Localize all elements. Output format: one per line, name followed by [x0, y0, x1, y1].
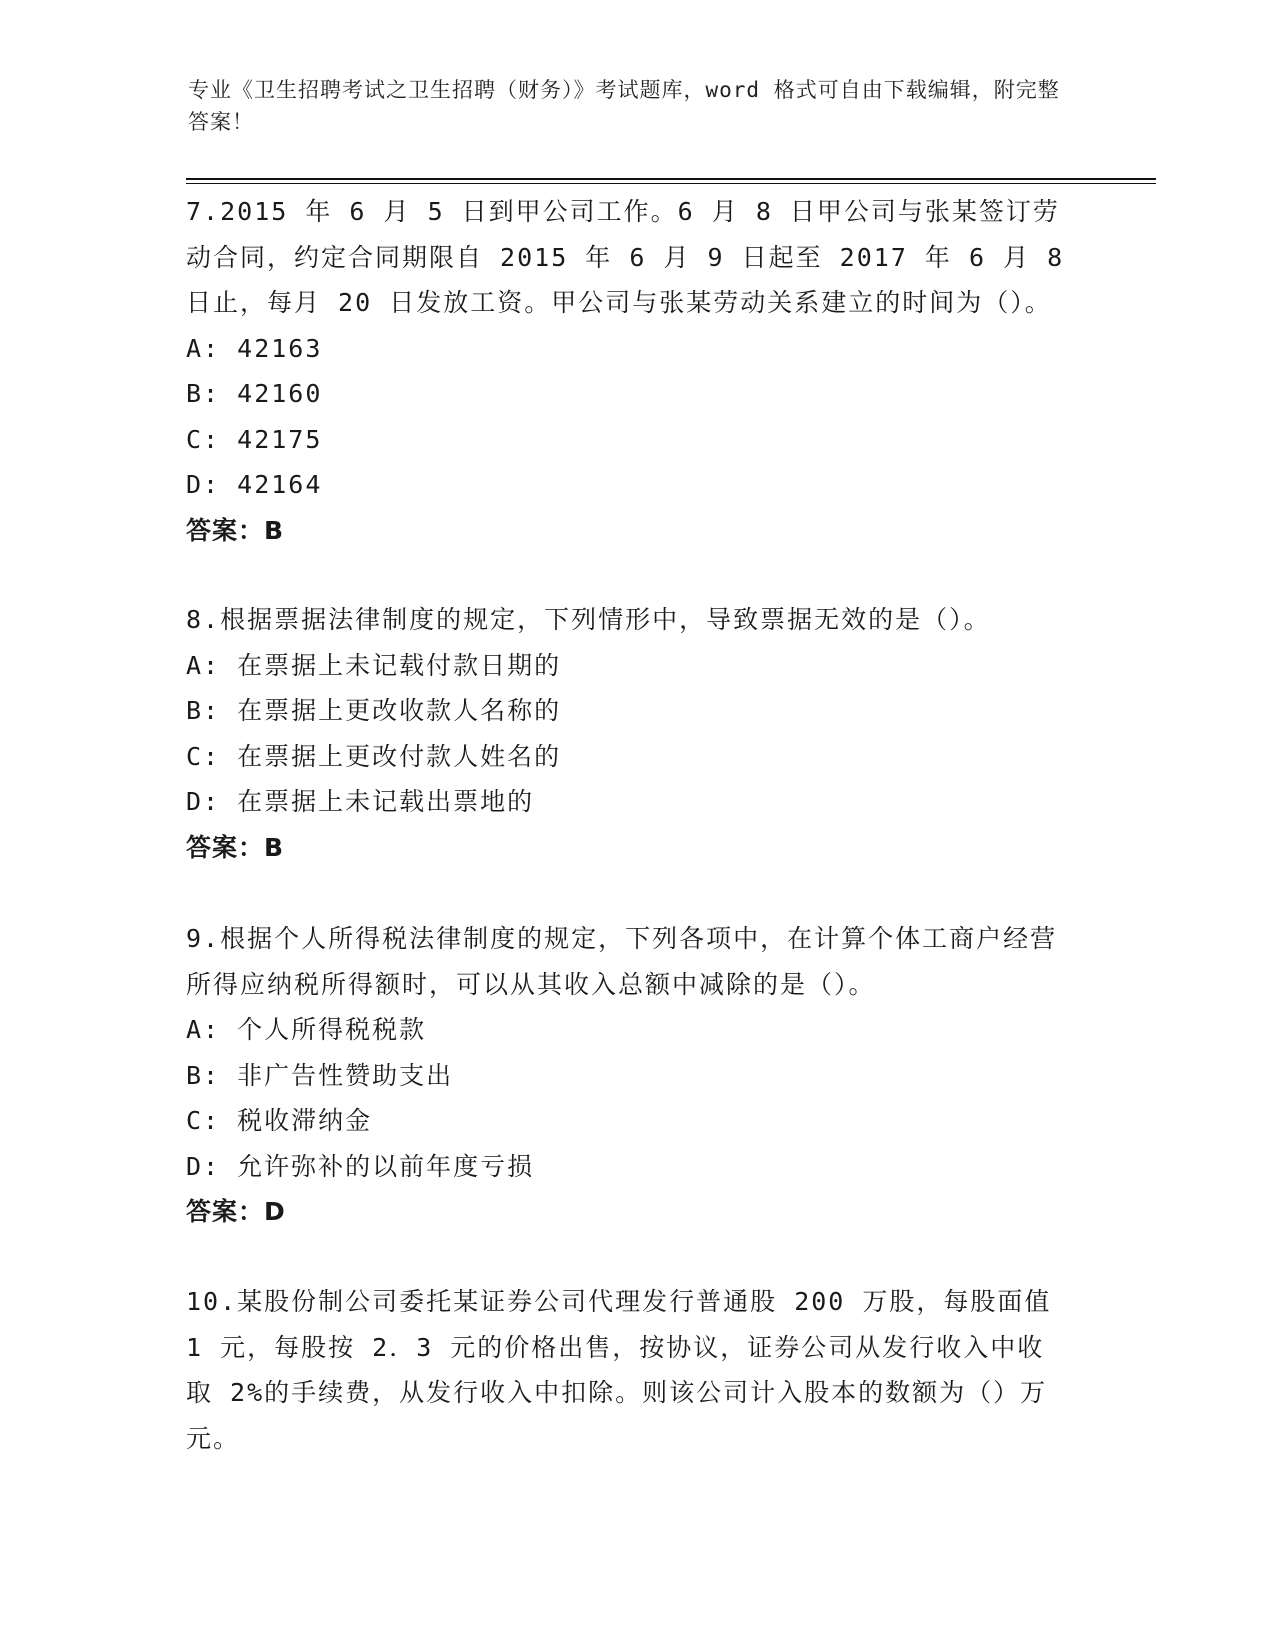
option-b: B: 在票据上更改收款人名称的 — [186, 696, 562, 725]
option-a: A: 42163 — [186, 333, 323, 363]
answer-line: 答案：B — [186, 832, 285, 862]
answer-line: 答案：D — [186, 1197, 286, 1226]
header-divider-thin — [186, 183, 1156, 184]
option-a: A: 个人所得税税款 — [186, 1015, 427, 1044]
question-text: 9.根据个人所得税法律制度的规定，下列各项中，在计算个体工商户经营所得应纳税所得额时，可以从其收入总额中减除的是（）。 — [186, 924, 1058, 999]
option-b: B: 非广告性赞助支出 — [186, 1060, 454, 1090]
option-d: D: 允许弥补的以前年度亏损 — [186, 1151, 535, 1181]
option-d: D: 42164 — [186, 470, 323, 499]
header-divider-thick — [186, 178, 1156, 180]
document-header: 专业《卫生招聘考试之卫生招聘（财务）》考试题库，word 格式可自由下载编辑，附完整答案！ — [188, 78, 1060, 134]
question-7 — [186, 189, 1066, 553]
question-text: 7.2015 年 6 月 5 日到甲公司工作。6 月 8 日甲公司与张某签订劳动合同，约定合同期限自 2015 年 6 月 9 日起至 2017 年 6 月 8 日止，每月 20 日发放工资。甲公司与张某劳动关系建立的时间为（）。 — [186, 197, 1065, 317]
question-text: 10.某股份制公司委托某证券公司代理发行普通股 200 万股，每股面值 1 元，每股按 2．3 元的价格出售，按协议，证券公司从发行收入中收取 2%的手续费，从发行收入中扣除。则该公司计入股本的数额为（）万元。 — [186, 1287, 1052, 1453]
question-9 — [186, 916, 1066, 1235]
answer-line: 答案：B — [186, 515, 285, 545]
option-c: C: 在票据上更改付款人姓名的 — [186, 741, 562, 771]
question-text: 8.根据票据法律制度的规定，下列情形中，导致票据无效的是（）。 — [186, 605, 991, 634]
option-c: C: 税收滞纳金 — [186, 1106, 373, 1135]
option-a: A: 在票据上未记载付款日期的 — [186, 650, 562, 680]
question-8 — [186, 597, 1066, 870]
option-d: D: 在票据上未记载出票地的 — [186, 787, 535, 816]
option-c: C: 42175 — [186, 424, 323, 454]
question-10 — [186, 1279, 1066, 1461]
option-b: B: 42160 — [186, 379, 323, 408]
